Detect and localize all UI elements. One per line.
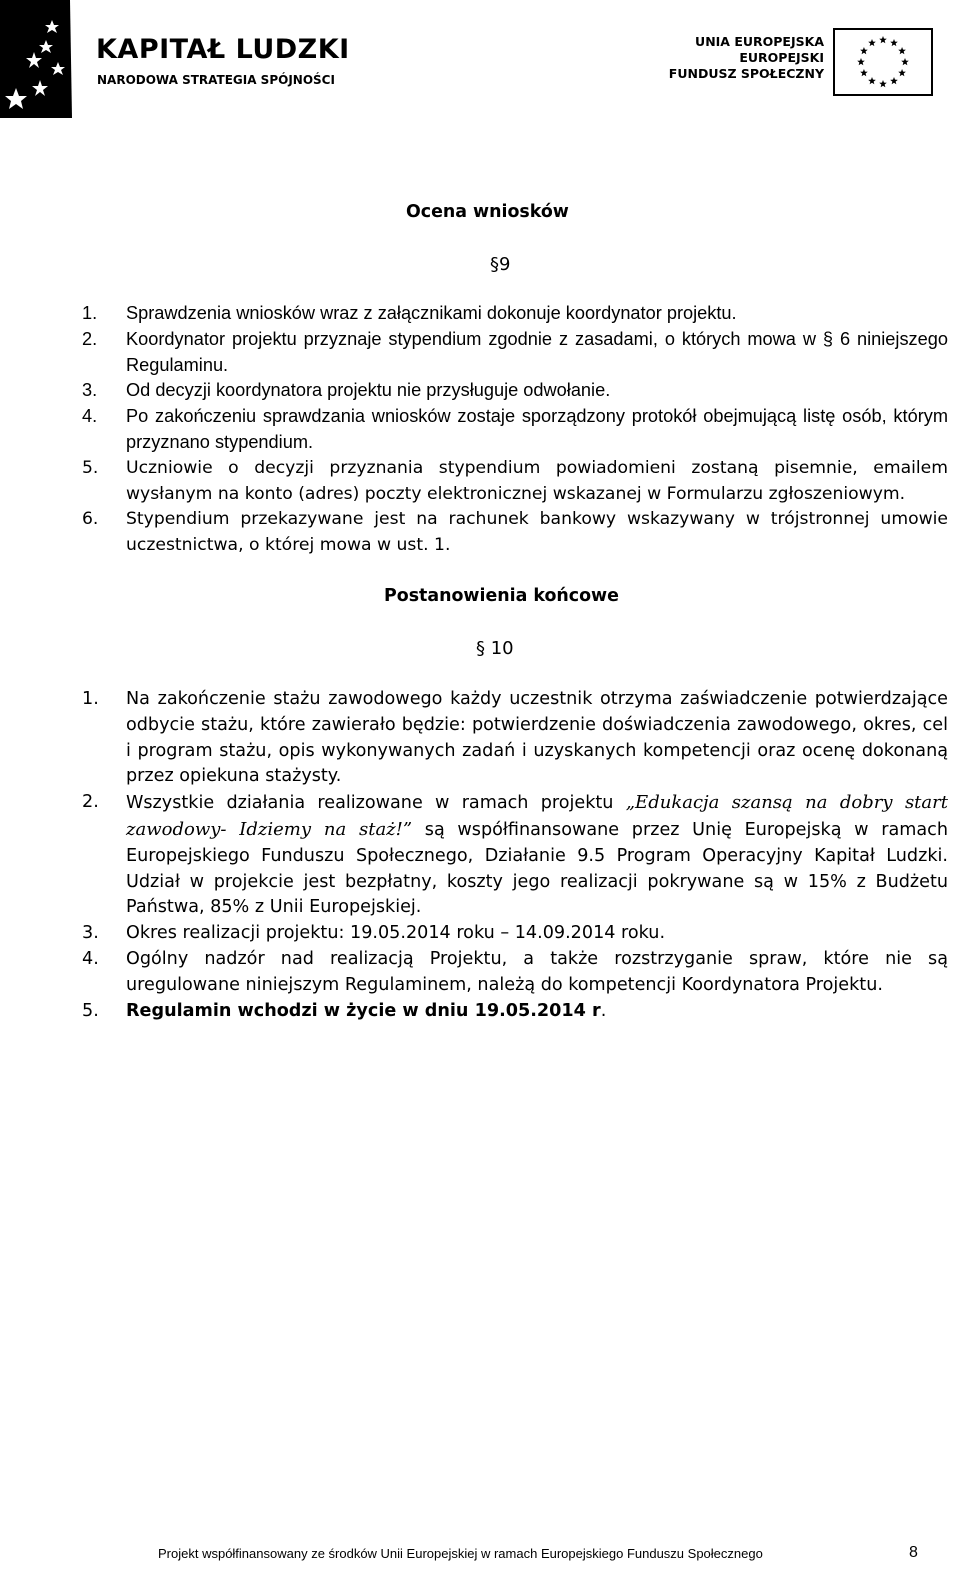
list-item-number: 4. — [82, 948, 99, 969]
list-item-text: Sprawdzenia wniosków wraz z załącznikami dokonuje koordynator projektu. — [126, 303, 737, 323]
list-item-number: 3. — [82, 380, 98, 401]
list-item-text: Wszystkie działania realizowane w ramach projektu — [126, 793, 626, 814]
list-item-text: Koordynator projektu przyznaje stypendium zgodnie z zasadami, o których mowa w § 6 niniejszego Regulaminu. — [126, 328, 948, 375]
list-item — [80, 999, 948, 1025]
list-item-text: Od decyzji koordynatora projektu nie przysługuje odwołanie. — [126, 380, 611, 401]
list-item — [80, 790, 948, 921]
effective-date-text: Regulamin wchodzi w życie w dniu 19.05.2014 r — [126, 1000, 601, 1021]
list-item — [80, 947, 948, 999]
list-item-number: 5. — [82, 1000, 99, 1021]
eu-logo-line2: EUROPEJSKI — [739, 50, 824, 65]
logo-subtitle: NARODOWA STRATEGIA SPÓJNOŚCI — [97, 73, 335, 87]
eu-logo-line1: UNIA EUROPEJSKA — [695, 34, 824, 49]
list-item-text: Okres realizacji projektu: 19.05.2014 roku – 14.09.2014 roku. — [126, 923, 666, 944]
logo-title: KAPITAŁ LUDZKI — [96, 34, 350, 65]
section9-paragraph-number: §9 — [490, 254, 511, 275]
list-item — [80, 507, 948, 559]
eu-logo-line3: FUNDUSZ SPOŁECZNY — [668, 66, 824, 81]
kapital-ludzki-logo — [0, 0, 350, 120]
eu-logo-text — [669, 34, 824, 82]
list-item-number: 1. — [82, 303, 98, 323]
eu-flag-icon — [833, 28, 933, 96]
section9-list — [80, 301, 948, 559]
list-item-number: 3. — [82, 923, 99, 944]
list-item-text: Na zakończenie stażu zawodowego każdy uczestnik otrzyma zaświadczenie potwierdzające odbycie stażu, które zawierało będzie: potwierdzenie doświadczenia zawodowego, okres, cel i program stażu, opis wykonywanych zadań i uzyskanych kompetencji oraz ocenę dokonaną przez opiekuna stażysty. — [126, 689, 948, 787]
list-item — [80, 404, 948, 456]
footer-text: Projekt współfinansowany ze środków Unii Europejskiej w ramach Europejskiego Funduszu Społecznego — [158, 1546, 763, 1561]
list-item-text: . — [600, 1000, 607, 1021]
section10-paragraph-number: § 10 — [476, 638, 514, 659]
list-item-text: Uczniowie o decyzji przyznania stypendium powiadomieni zostaną pisemnie, emailem wysłanym na konto (adres) poczty elektronicznej wskazanej w Formularzu zgłoszeniowym. — [126, 457, 948, 504]
list-item — [80, 456, 948, 508]
section10-heading: Postanowienia końcowe — [384, 586, 619, 606]
list-item — [80, 327, 948, 379]
page-number: 8 — [909, 1544, 918, 1561]
list-item-text: Ogólny nadzór nad realizacją Projektu, a także rozstrzyganie spraw, które nie są uregulowane niniejszym Regulaminem, należą do kompetencji Koordynatora Projektu. — [126, 948, 948, 995]
list-item — [80, 921, 948, 947]
list-item-number: 5. — [82, 457, 99, 478]
section10-list — [80, 687, 948, 1024]
kapital-ludzki-emblem-icon — [0, 0, 78, 118]
list-item — [80, 687, 948, 790]
list-item-text: Po zakończeniu sprawdzania wniosków zostaje sporządzony protokół obejmującą listę osób, którym przyznano stypendium. — [126, 406, 948, 452]
list-item-number: 1. — [82, 689, 99, 709]
list-item-text: Stypendium przekazywane jest na rachunek bankowy wskazywany w trójstronnej umowie uczestnictwa, o której mowa w ust. 1. — [126, 509, 948, 556]
list-item-text: są współfinansowane przez Unię Europejską w ramach Europejskiego Funduszu Społecznego, Działanie 9.5 Program Operacyjny Kapitał Ludzki. Udział w projekcie jest bezpłatny, koszty jego realizacji pokrywane są w 15% z Budżetu Państwa, 85% z Unii Europejskiej. — [126, 819, 948, 918]
project-title: „Edukacja szansą na dobry start zawodowy- Idziemy na staż!” — [126, 792, 948, 840]
list-item-number: 2. — [82, 792, 99, 813]
section9-heading: Ocena wniosków — [406, 202, 569, 222]
eu-logo — [640, 20, 940, 100]
list-item — [80, 378, 948, 404]
list-item-number: 2. — [82, 328, 98, 349]
list-item-number: 6. — [82, 509, 99, 530]
list-item — [80, 301, 948, 327]
list-item-number: 4. — [82, 406, 98, 427]
